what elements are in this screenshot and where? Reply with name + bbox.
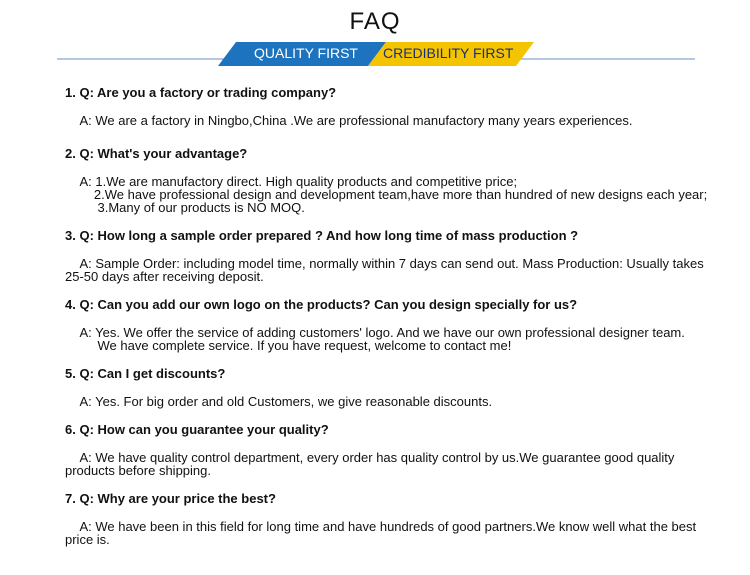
faq-answer: A: Yes. We offer the service of adding customers' logo. And we have our own professional designer team. We have complete service. If you have request, welcome to contact me! <box>79 325 685 353</box>
faq-answer: A: Sample Order: including model time, normally within 7 days can send out. Mass Production: Usually takes 25-50 days after receiving deposit. <box>65 256 708 284</box>
page-title: FAQ <box>349 8 401 35</box>
faq-item <box>65 229 715 283</box>
faq-question: 5. Q: Can I get discounts? <box>65 366 226 381</box>
faq-item <box>65 147 715 214</box>
faq-item <box>65 423 715 477</box>
banner-label-quality: QUALITY FIRST <box>254 45 358 61</box>
faq-item <box>65 298 715 352</box>
faq-item <box>65 492 715 546</box>
banner-label-credibility: CREDIBILITY FIRST <box>383 45 514 61</box>
faq-answer: A: 1.We are manufactory direct. High quality products and competitive price; 2.We have professional design and development team,have more than hundred of new designs each year; 3.Many of our products is NO MOQ. <box>79 174 708 215</box>
banner-graphic <box>0 40 750 68</box>
faq-item <box>65 367 715 408</box>
faq-answer: A: We are a factory in Ningbo,China .We are professional manufactory many years experiences. <box>65 113 633 128</box>
faq-question: 3. Q: How long a sample order prepared ? And how long time of mass production ? <box>65 228 579 243</box>
faq-question: 7. Q: Why are your price the best? <box>65 491 276 506</box>
faq-question: 6. Q: How can you guarantee your quality? <box>65 422 329 437</box>
faq-question: 2. Q: What's your advantage? <box>65 146 248 161</box>
banner <box>0 40 750 68</box>
faq-question: 4. Q: Can you add our own logo on the products? Can you design specially for us? <box>65 297 578 312</box>
faq-answer: A: Yes. For big order and old Customers, we give reasonable discounts. <box>65 394 493 409</box>
faq-item <box>65 86 715 127</box>
faq-answer: A: We have quality control department, every order has quality control by us.We guarantee good quality products before shipping. <box>65 450 679 478</box>
faq-answer: A: We have been in this field for long time and have hundreds of good partners.We know well what the best price is. <box>65 519 700 547</box>
faq-list <box>65 86 715 546</box>
faq-question: 1. Q: Are you a factory or trading company? <box>65 85 337 100</box>
